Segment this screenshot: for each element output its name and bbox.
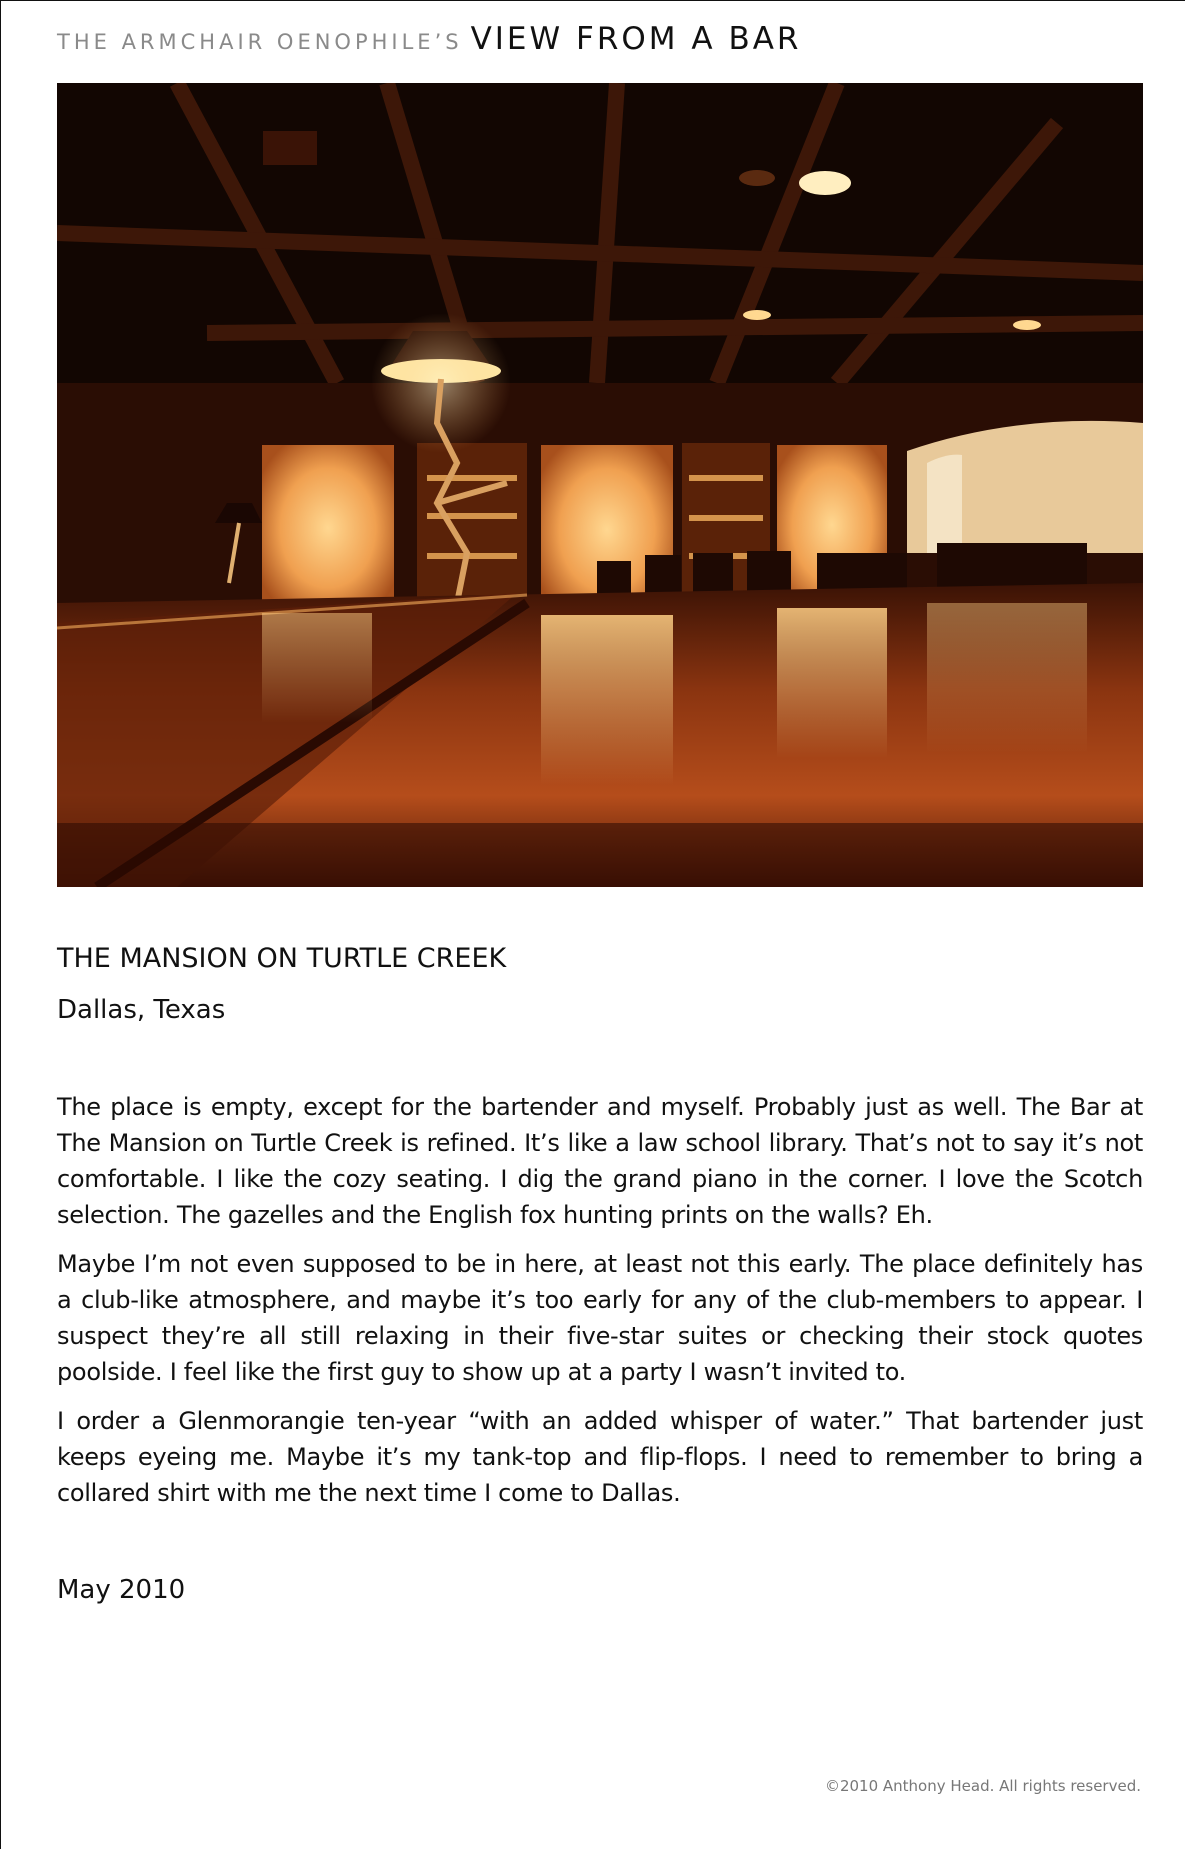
- venue-name: THE MANSION ON TURTLE CREEK: [57, 943, 507, 974]
- article-paragraph: The place is empty, except for the bartender and myself. Probably just as well. The Bar at The Mansion on Turtle Creek is refined. It’s like a law school library. That’s not to say it’s not comfortable. I like the cozy seating. I dig the grand piano in the corner. I love the Scotch selection. The gazelles and the English fox hunting prints on the walls? Eh.: [57, 1093, 1143, 1229]
- series-title: VIEW FROM A BAR: [470, 21, 802, 57]
- copyright-notice: ©2010 Anthony Head. All rights reserved.: [824, 1777, 1141, 1795]
- article-date: May 2010: [57, 1575, 186, 1605]
- series-prefix: THE ARMCHAIR OENOPHILE’S: [57, 30, 463, 54]
- page-header: [57, 21, 801, 57]
- article-paragraph: Maybe I’m not even supposed to be in here, at least not this early. The place definitely has a club-like atmosphere, and maybe it’s too early for any of the club-members to appear. I suspect they’re all still relaxing in their five-star suites or checking their stock quotes poolside. I feel like the first guy to show up at a party I wasn’t invited to.: [57, 1250, 1143, 1386]
- venue-location: Dallas, Texas: [57, 995, 226, 1025]
- article-body: [57, 1089, 1143, 1524]
- bar-photo: [57, 83, 1143, 887]
- article-paragraph: I order a Glenmorangie ten-year “with an added whisper of water.” That bartender just keeps eyeing me. Maybe it’s my tank-top and flip-flops. I need to remember to bring a collared shirt with me the next time I come to Dallas.: [57, 1407, 1143, 1507]
